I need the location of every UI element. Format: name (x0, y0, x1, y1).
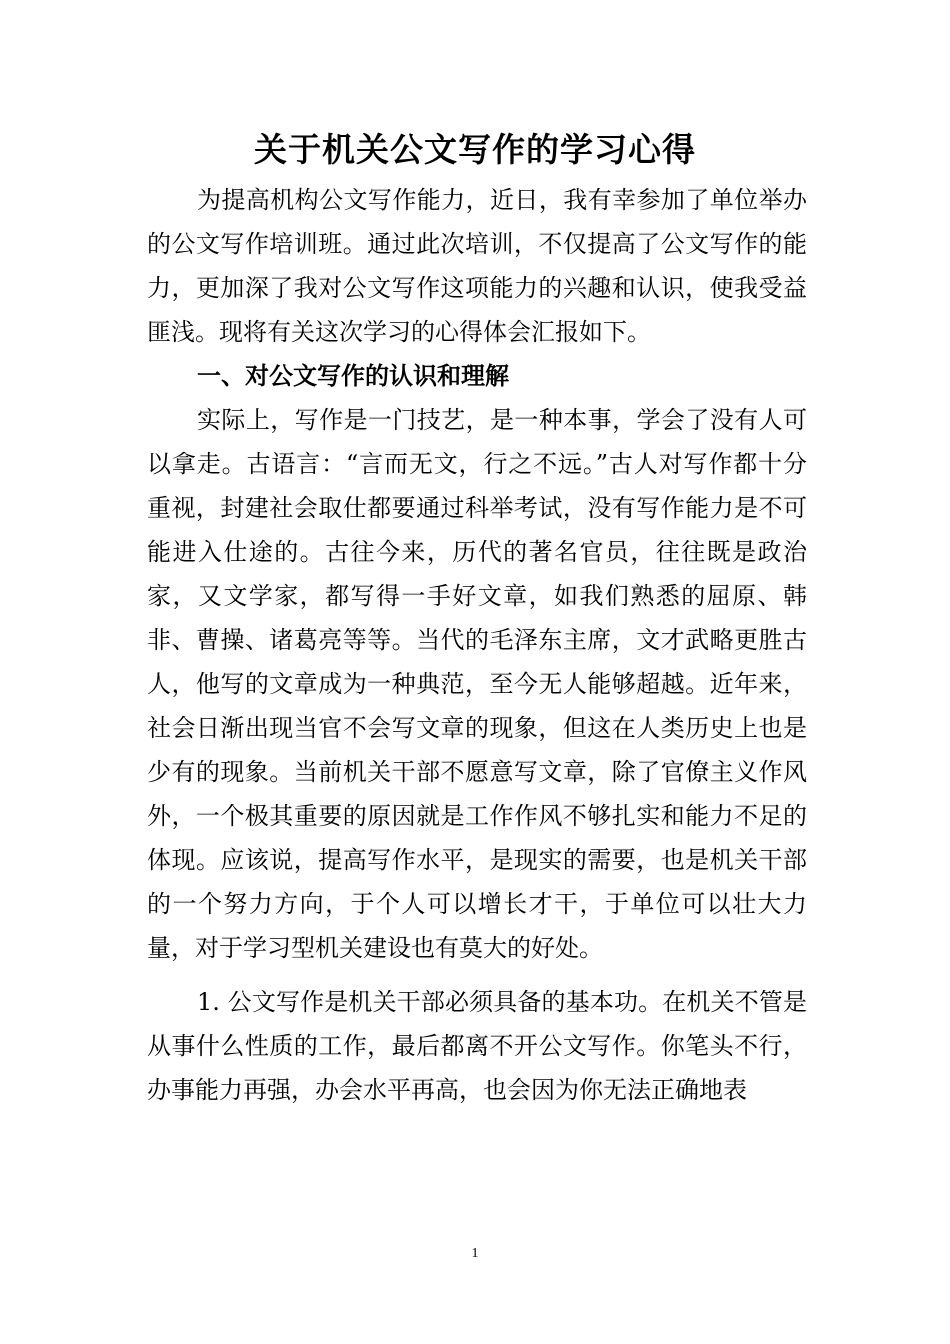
section-paragraph: 实际上，写作是一门技艺，是一种本事，学会了没有人可以拿走。古语言：“言而无文，行之不远。”古人对写作都十分重视，封建社会取仕都要通过科举考试，没有写作能力是不可能进入仕途的。古往今来，历代的著名官员，往往既是政治家，又文学家，都写得一手好文章，如我们熟悉的屈原、韩非、曹操、诸葛亮等等。当代的毛泽东主席，文才武略更胜古人，他写的文章成为一种典范，至今无人能够超越。近年来，社会日渐出现当官不会写文章的现象，但这在人类历史上也是少有的现象。当前机关干部不愿意写文章，除了官僚主义作风外，一个极其重要的原因就是工作作风不够扎实和能力不足的体现。应该说，提高写作水平，是现实的需要，也是机关干部的一个努力方向，于个人可以增长才干，于单位可以壮大力量，对于学习型机关建设也有莫大的好处。 (147, 406, 807, 962)
section-heading: 一、对公文写作的认识和理解 (197, 361, 509, 390)
intro-paragraph: 为提高机构公文写作能力，近日，我有幸参加了单位举办的公文写作培训班。通过此次培训，不仅提高了公文写作的能力，更加深了我对公文写作这项能力的兴趣和认识，使我受益匪浅。现将有关这次学习的心得体会汇报如下。 (147, 186, 807, 346)
page-number: 1 (471, 1246, 479, 1261)
document-title: 关于机关公文写作的学习心得 (254, 130, 696, 169)
document-body (147, 178, 807, 1112)
list-item-paragraph: 1. 公文写作是机关干部必须具备的基本功。在机关不管是从事什么性质的工作，最后都离不开公文写作。你笔头不行，办事能力再强，办会水平再高，也会因为你无法正确地表 (147, 988, 807, 1104)
